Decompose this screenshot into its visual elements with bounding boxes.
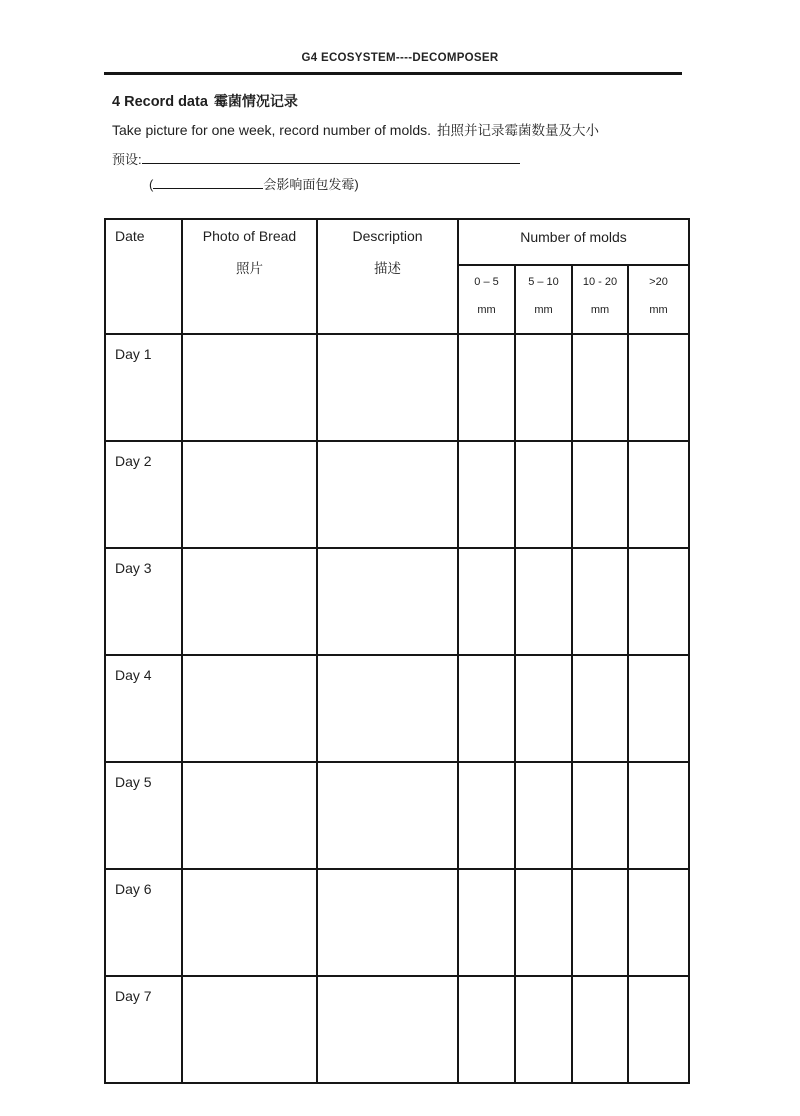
- instruction-zh: 拍照并记录霉菌数量及大小: [437, 123, 600, 138]
- description-entry-cell: [317, 976, 458, 1083]
- mold-count-cell: [628, 548, 689, 655]
- description-entry-cell: [317, 762, 458, 869]
- photo-entry-cell: [182, 441, 317, 548]
- mold-count-cell: [572, 869, 628, 976]
- instruction-en: Take picture for one week, record number of molds.: [112, 122, 432, 138]
- mold-count-cell: [458, 869, 515, 976]
- table-row: [105, 976, 689, 1083]
- description-entry-cell: [317, 655, 458, 762]
- preset-label: 预设:: [112, 152, 142, 167]
- section-title-en: 4 Record data: [112, 94, 208, 110]
- size-range-label: 10 - 20: [582, 276, 618, 288]
- mold-count-cell: [572, 441, 628, 548]
- mold-count-cell: [572, 334, 628, 441]
- size-unit-label: mm: [649, 304, 668, 316]
- column-header-description: [317, 219, 458, 334]
- mold-count-cell: [515, 869, 572, 976]
- mold-count-cell: [572, 655, 628, 762]
- day-label-cell: Day 6: [105, 869, 182, 976]
- mold-count-cell: [628, 976, 689, 1083]
- mold-count-cell: [572, 976, 628, 1083]
- photo-entry-cell: [182, 976, 317, 1083]
- column-header-photo: [182, 219, 317, 334]
- mold-record-table: [104, 218, 690, 1084]
- section-title-zh: 霉菌情况记录: [213, 93, 298, 109]
- description-entry-cell: [317, 334, 458, 441]
- preset-field: [112, 149, 520, 168]
- mold-count-cell: [458, 976, 515, 1083]
- mold-count-cell: [458, 441, 515, 548]
- mold-count-cell: [515, 548, 572, 655]
- description-entry-cell: [317, 869, 458, 976]
- day-label-cell: Day 4: [105, 655, 182, 762]
- column-header-size-gt20: [628, 265, 689, 334]
- column-header-description-en: Description: [352, 228, 423, 244]
- day-label-cell: Day 5: [105, 762, 182, 869]
- column-header-molds-group: Number of molds: [458, 219, 689, 265]
- size-range-label: >20: [649, 276, 668, 288]
- preset-blank-line: [142, 150, 520, 164]
- table-row: [105, 869, 689, 976]
- day-label-cell: Day 3: [105, 548, 182, 655]
- instruction-text: [112, 119, 599, 139]
- table-row: [105, 548, 689, 655]
- mold-count-cell: [515, 441, 572, 548]
- table-row: [105, 334, 689, 441]
- column-header-photo-zh: 照片: [236, 261, 263, 276]
- column-header-photo-en: Photo of Bread: [202, 228, 297, 244]
- table-row: [105, 762, 689, 869]
- mold-count-cell: [572, 548, 628, 655]
- description-entry-cell: [317, 548, 458, 655]
- column-header-size-5-10: [515, 265, 572, 334]
- hypothesis-note: [149, 174, 359, 193]
- photo-entry-cell: [182, 869, 317, 976]
- hypothesis-open-paren: (: [149, 177, 154, 192]
- photo-entry-cell: [182, 762, 317, 869]
- mold-count-cell: [458, 655, 515, 762]
- mold-count-cell: [628, 655, 689, 762]
- table-header-row-1: [105, 219, 689, 265]
- table-row: [105, 441, 689, 548]
- table-row: [105, 655, 689, 762]
- size-range-label: 0 – 5: [474, 276, 499, 288]
- section-title: [112, 91, 298, 111]
- day-label-cell: Day 7: [105, 976, 182, 1083]
- mold-count-cell: [515, 655, 572, 762]
- mold-count-cell: [515, 762, 572, 869]
- column-header-date: Date: [105, 219, 182, 334]
- mold-count-cell: [628, 334, 689, 441]
- mold-count-cell: [515, 976, 572, 1083]
- column-header-description-zh: 描述: [374, 261, 401, 276]
- size-unit-label: mm: [534, 304, 553, 316]
- description-entry-cell: [317, 441, 458, 548]
- hypothesis-text: 会影响面包发霉): [263, 177, 359, 192]
- mold-count-cell: [628, 869, 689, 976]
- mold-count-cell: [572, 762, 628, 869]
- mold-count-cell: [628, 762, 689, 869]
- column-header-size-0-5: [458, 265, 515, 334]
- day-label-cell: Day 2: [105, 441, 182, 548]
- mold-count-cell: [458, 334, 515, 441]
- photo-entry-cell: [182, 655, 317, 762]
- mold-count-cell: [628, 441, 689, 548]
- size-unit-label: mm: [590, 304, 610, 316]
- size-unit-label: mm: [477, 304, 496, 316]
- mold-count-cell: [458, 548, 515, 655]
- day-label-cell: Day 1: [105, 334, 182, 441]
- photo-entry-cell: [182, 334, 317, 441]
- photo-entry-cell: [182, 548, 317, 655]
- size-range-label: 5 – 10: [528, 276, 559, 288]
- column-header-size-10-20: [572, 265, 628, 334]
- mold-count-cell: [515, 334, 572, 441]
- hypothesis-blank-line: [153, 175, 263, 189]
- document-header: G4 ECOSYSTEM----DECOMPOSER: [301, 52, 499, 64]
- header-divider: [104, 72, 682, 75]
- mold-count-cell: [458, 762, 515, 869]
